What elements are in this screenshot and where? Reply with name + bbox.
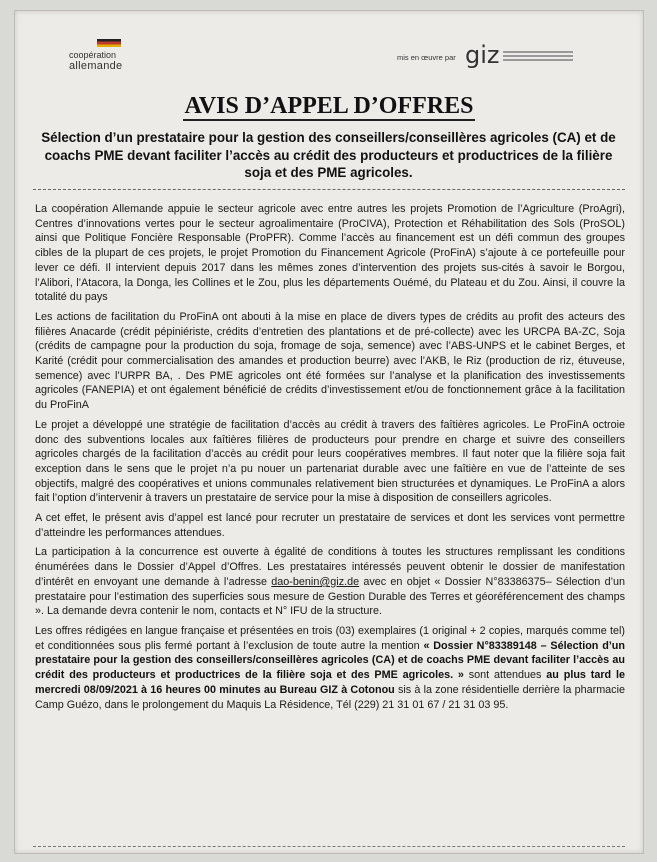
paragraph-6-part-c: sis à la zone résidentielle derrière la pharmacie Camp Guézo, dans le prolongement du Maquis La Résidence, Tél (229) 21 31 01 67 / 21 31 03 95.: [35, 683, 625, 711]
paragraph-2: Les actions de facilitation du ProFinA ont abouti à la mise en place de divers types de crédits au profit des acteurs des filières Anacarde (crédit pépiniériste, crédits d’entretien des plantations et de pré-collecte) avec les URCPA BA-ZC, Soja (crédits de campagne pour la production du soja, fromage de soja, semence) avec l’ABS-UNPS et le cabinet Berges, et Karité (crédit pour commercialisation des amandes et production beurre) avec l’AKB, le Riz (production de riz, étuveuse, semence) avec l’URPR BA, . Des PME agricoles ont été formées sur l’analyse et la planification des investissements agricoles (FANEPIA) et ont également bénéficié de crédits d’investissement et/ou de fonctionnement grâce à la facilitation du ProFinA: [35, 310, 625, 412]
logo-line-1: coopération: [69, 50, 117, 60]
email-link[interactable]: dao-benin@giz.de: [271, 575, 360, 588]
paragraph-1: La coopération Allemande appuie le secteur agricole avec entre autres les projets Promotion de l’Agriculture (ProAgri), Centres d’innovations vertes pour le secteur agroalimentaire (ProCIVA), Protection et Réhabilitation des Sols (ProSOL) ainsi que Politique Foncière Responsable (ProPFR). Comme l’accès au financement est un défi commun des groupes cibles de la plupart de ces projets, le projet Promotion du Financement Agricole (ProFinA) s’ajoute à ce portefeuille pour lever ce défi. Il intervient depuis 2017 dans les mêmes zones d’intervention des projets sus-cités à savoir le Borgou, l’Alibori, l’Atacora, la Donga, les Collines et le Zou, plus les départements Ouémé, du Plateau et du Zou. Ainsi, il couvre la totalité du pays: [35, 203, 625, 304]
deadline: au plus tard le mercredi 08/09/2021 à 16 heures 00 minutes au Bureau GIZ à Cotonou: [35, 669, 625, 696]
logo-line-2: allemande: [69, 60, 123, 72]
header: [45, 39, 615, 79]
divider: [33, 189, 625, 190]
dossier-mention: « Dossier N°83389148 – Sélection d’un prestataire pour la gestion des conseillers/conseillères agricoles (CA) et de coachs PME devant faciliter l’accès au crédit des producteurs et productrices de la filière soja et des PME agricoles. »: [35, 639, 625, 682]
bottom-divider: [33, 846, 625, 847]
paragraph-6: [35, 624, 625, 712]
giz-logo: giz: [465, 41, 500, 69]
paragraph-3: Le projet a développé une stratégie de facilitation d’accès au crédit à travers des faîtières agricoles. Le ProFinA octroie donc des subventions locales aux faîtières filières de producteurs pour prendre en charge et suivre des conseillers agricoles chargés de la facilitation d’accès au crédit pour leurs coopératives membres. Il faut noter que la filière soja fait exception dans le sens que le projet n’a pu nouer un partenariat durable avec une faîtière en vue de l’atteinte de ses objectifs, malgré des coopératives et unions communales relativement bien structurées et dynamiques. Le ProFinA a alors fait l’option d’intervenir à travers un prestataire de service pour la mise à disposition de conseillers agricoles.: [35, 418, 625, 505]
paragraph-6-part-a: Les offres rédigées en langue française et présentées en trois (03) exemplaires (1 original + 2 copies, marqués comme tel) et conditionnées sous plis fermé portant à l’exclusion de toute autre la mention: [35, 624, 625, 652]
title-text: AVIS D’APPEL D’OFFRES: [184, 93, 474, 119]
implemented-by-label: mis en œuvre par: [397, 53, 456, 62]
cooperation-allemande-logo: [61, 39, 171, 73]
paragraph-5: [35, 545, 625, 619]
page-title: [15, 93, 643, 120]
subtitle: Sélection d’un prestataire pour la gestion des conseillers/conseillères agricoles (CA) et de coachs PME devant faciliter l’accès au crédit des producteurs et productrices de la filière soja et des PME agricoles.: [41, 130, 616, 180]
paragraph-6-part-b: sont attendues: [463, 669, 547, 682]
paragraph-4: A cet effet, le présent avis d’appel est lancé pour recruter un prestataire de services et dont les services vont permettre d’atteindre les performances attendues.: [35, 512, 625, 539]
body-text: [35, 202, 625, 717]
german-flag-icon: [97, 39, 121, 47]
giz-logo-fineprint: [503, 49, 583, 65]
document-page: [14, 10, 644, 854]
paragraph-5-part-b: avec en objet « Dossier N°83386375– Sélection d’un prestataire pour l’estimation des superficies sous mesure de Gestion Durable des Terres et géoréférencement des champs ». La demande devra contenir le nom, contacts et N° IFU de la structure.: [35, 575, 625, 618]
paragraph-5-part-a: La participation à la concurrence est ouverte à égalité de conditions à toutes les structures remplissant les conditions énumérées dans le Dossier d’Appel d’Offres. Les prestataires intéressés peuvent obtenir le dossier de manifestation d’intérêt en envoyant une demande à l’adresse: [35, 546, 625, 588]
